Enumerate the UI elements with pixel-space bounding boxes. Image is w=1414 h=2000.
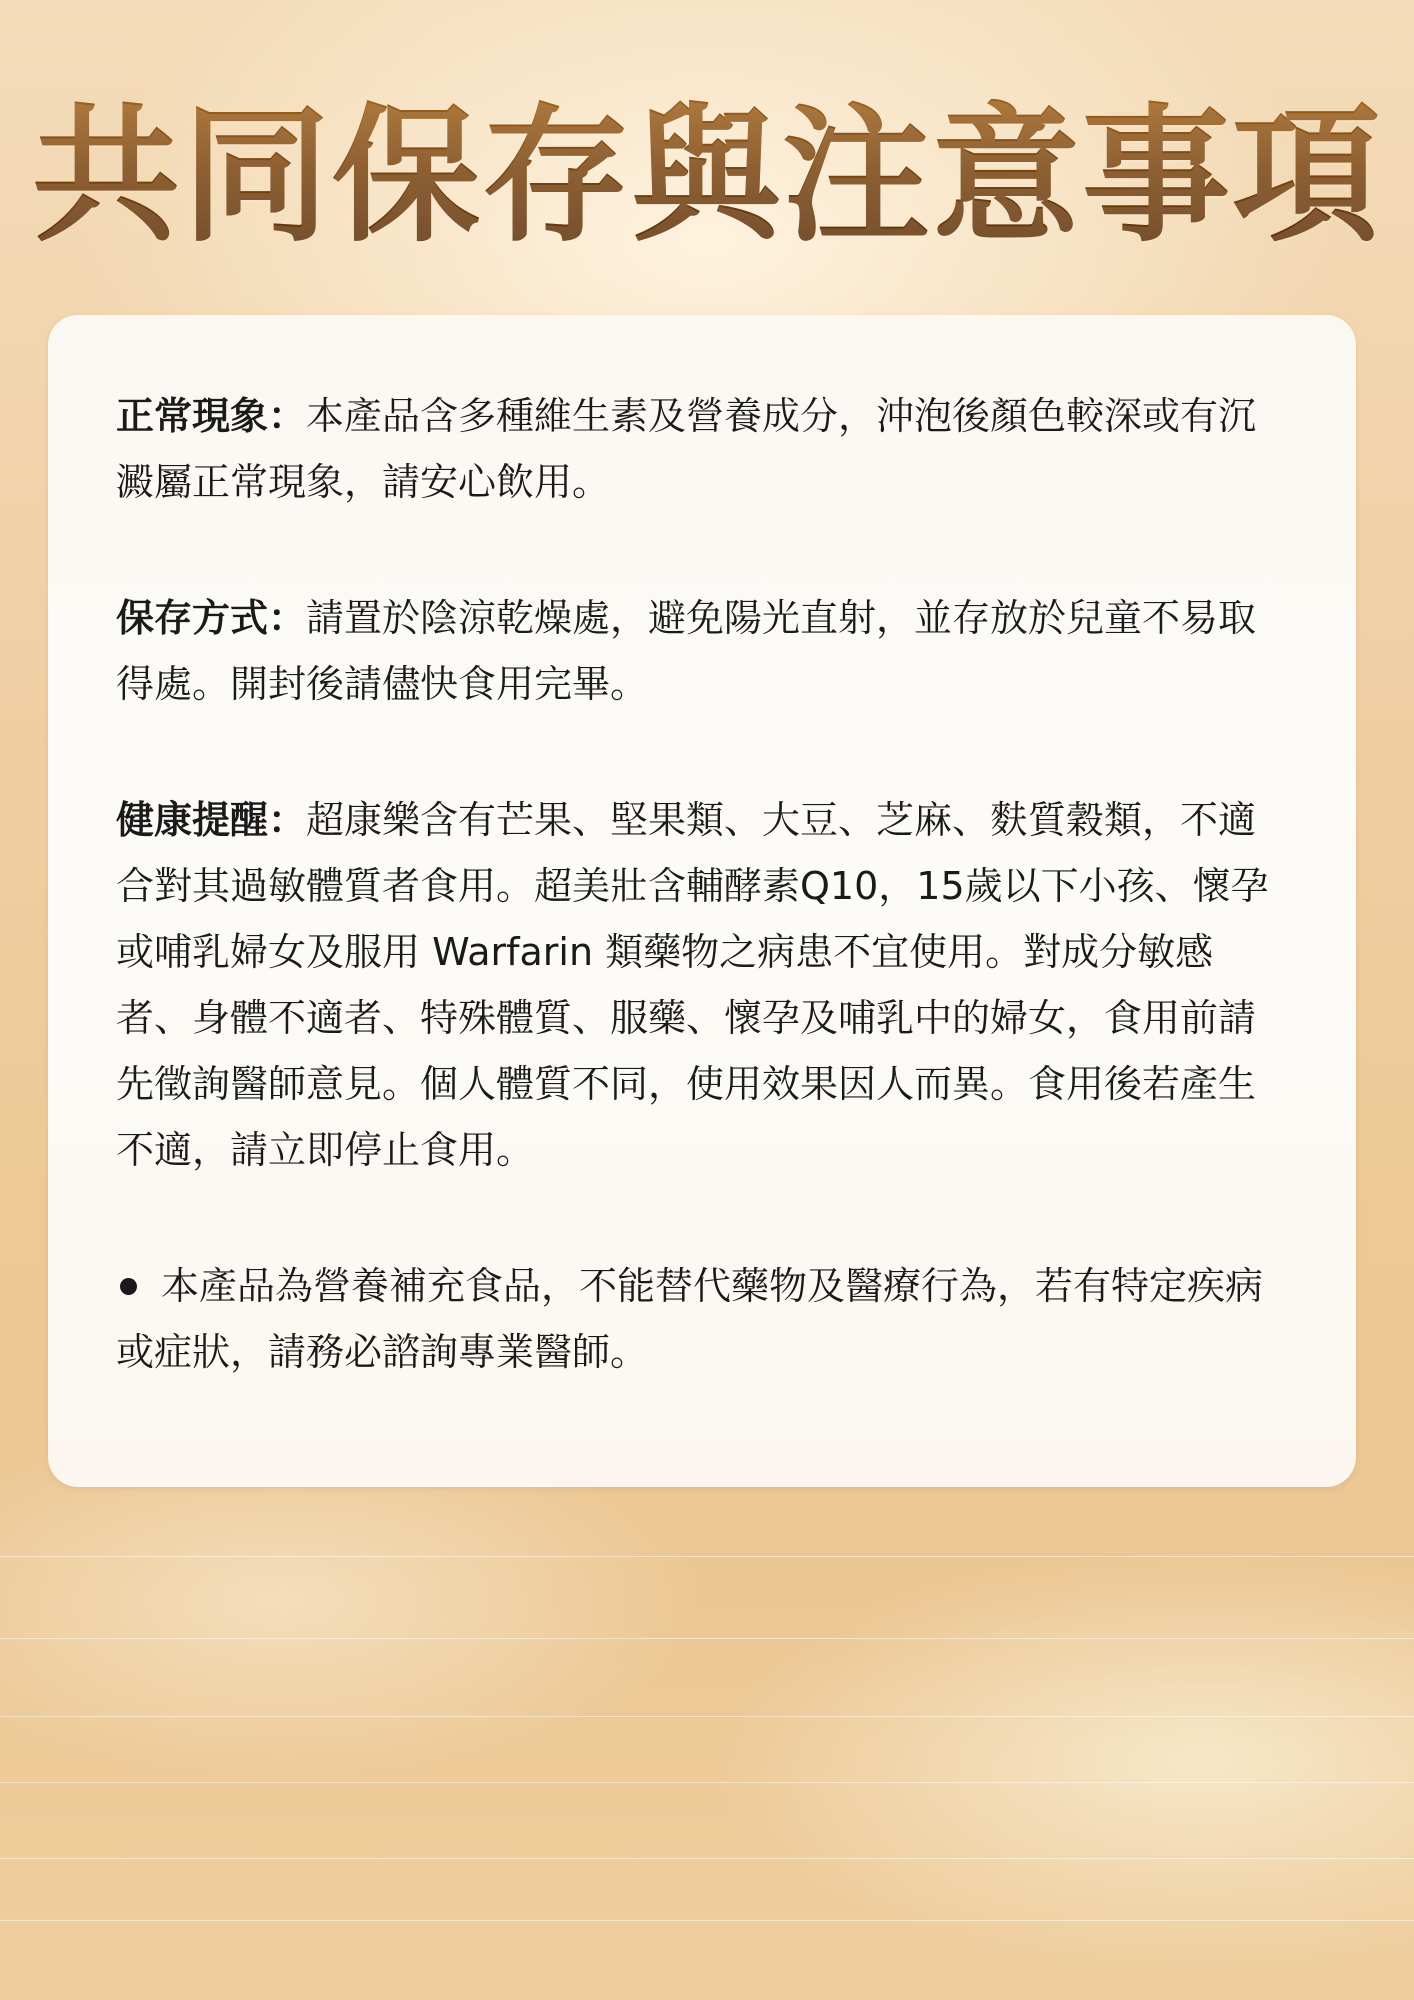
notice-card [48, 315, 1356, 1487]
background-line [0, 1920, 1414, 1921]
background-line [0, 1716, 1414, 1717]
disclaimer-section [116, 1253, 1286, 1385]
normal-phenomenon-section [116, 383, 1286, 515]
storage-method-section [116, 585, 1286, 717]
page-title: 共同保存與注意事項 [0, 96, 1414, 256]
background-line [0, 1858, 1414, 1859]
health-reminder-label: 健康提醒： [116, 798, 307, 842]
bullet-icon [120, 1278, 137, 1295]
background-line [0, 1556, 1414, 1557]
health-reminder-text: 超康樂含有芒果、堅果類、大豆、芝麻、麩質穀類，不適合對其過敏體質者食用。超美壯含輔酵素Q10，15歲以下小孩、懷孕或哺乳婦女及服用 Warfarin 類藥物之病患不宜使用。對成分敏感者、身體不適者、特殊體質、服藥、懷孕及哺乳中的婦女，食用前請先徵詢醫師意見。個人體質不同，使用效果因人而異。食用後若產生不適，請立即停止食用。 [116, 798, 1269, 1172]
storage-method-text: 請置於陰涼乾燥處，避免陽光直射，並存放於兒童不易取得處。開封後請儘快食用完畢。 [116, 596, 1257, 706]
disclaimer-text: 本產品為營養補充食品，不能替代藥物及醫療行為，若有特定疾病或症狀，請務必諮詢專業醫師。 [116, 1264, 1264, 1374]
background-line [0, 1638, 1414, 1639]
normal-phenomenon-label: 正常現象： [116, 394, 307, 438]
background-line [0, 1782, 1414, 1783]
storage-method-label: 保存方式： [116, 596, 307, 640]
health-reminder-section [116, 787, 1286, 1183]
normal-phenomenon-text: 本產品含多種維生素及營養成分，沖泡後顏色較深或有沉澱屬正常現象，請安心飲用。 [116, 394, 1257, 504]
